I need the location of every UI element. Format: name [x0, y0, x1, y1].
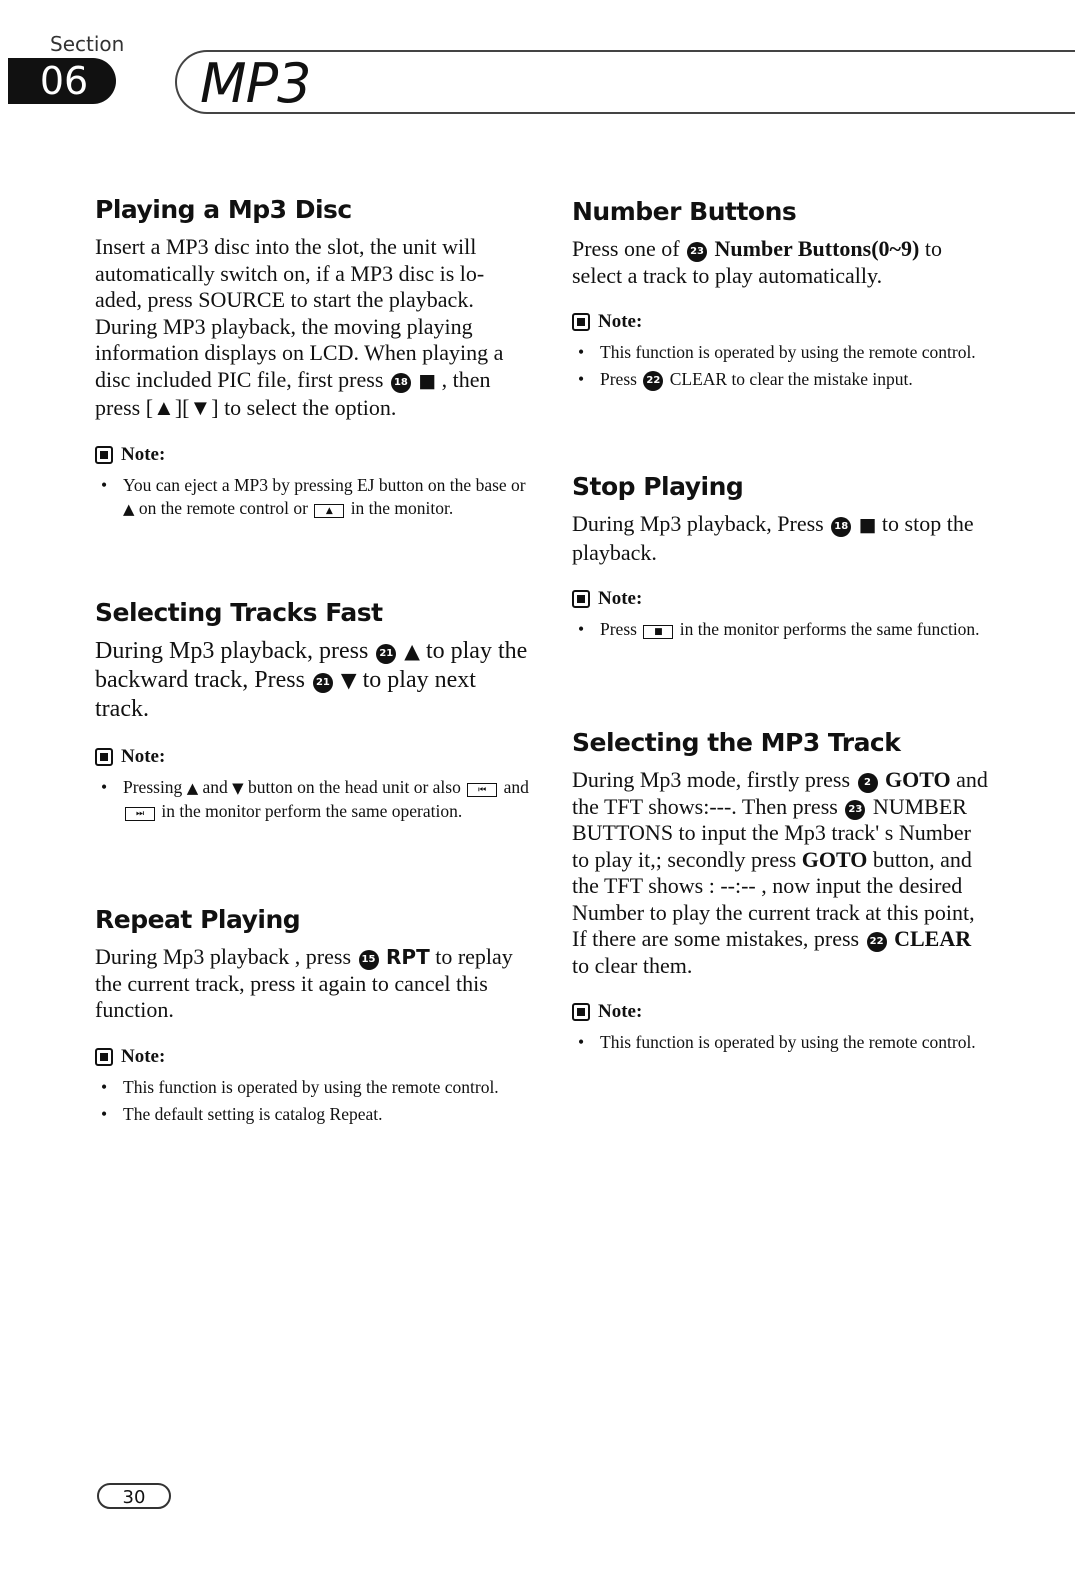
note-list	[572, 618, 992, 641]
stop-square-icon: ■	[858, 515, 877, 536]
monitor-stop-button-icon: ■	[643, 625, 673, 639]
heading-selecting-mp3-track: Selecting the MP3 Track	[572, 728, 901, 757]
note-item: • This function is operated by using the remote control.	[572, 341, 992, 364]
note-list	[95, 1076, 535, 1126]
up-arrow-icon: ▲	[404, 639, 420, 663]
monitor-eject-button-icon: ▲	[314, 504, 344, 518]
note-list	[95, 776, 535, 823]
note-heading: Note:	[95, 444, 535, 466]
note-heading: Note:	[572, 588, 992, 610]
section-playing-mp3-disc	[95, 195, 535, 525]
note-icon	[572, 590, 590, 608]
note-item: • Press 22 CLEAR to clear the mistake input.	[572, 368, 992, 391]
select-body: During Mp3 mode, firstly press 2 GOTO and the TFT shows:---. Then press 23 NUMBER BUTTONS to input the Mp3 track' s Number to play it,; secondly press GOTO button, and the TFT shows : --:-- , now input the desired Number to play the current track at this point, If there are some mistakes, press 22 CLEAR to clear them.	[572, 767, 988, 978]
note-heading: Note:	[572, 1001, 992, 1023]
note-item: • Pressing ▲ and ▼ button on the head unit or also ⏮ and ⏭ in the monitor perform the same operation.	[95, 776, 535, 823]
stop-square-icon: ■	[418, 370, 437, 392]
section-selecting-tracks-fast	[95, 598, 535, 827]
previous-track-button-icon: ⏮	[467, 783, 497, 797]
key-22-icon: 22	[643, 371, 663, 391]
eject-icon: ▲	[123, 499, 135, 518]
note-item: • This function is operated by using the remote control.	[95, 1076, 535, 1099]
section-stop-playing	[572, 472, 992, 645]
section-label: Section	[50, 32, 125, 56]
next-track-button-icon: ⏭	[125, 807, 155, 821]
key-21-icon: 21	[376, 644, 396, 664]
heading-number-buttons: Number Buttons	[572, 197, 797, 226]
rpt-label: RPT	[386, 945, 430, 969]
heading-selecting-tracks-fast: Selecting Tracks Fast	[95, 598, 383, 627]
note-list	[95, 474, 535, 521]
note-list	[572, 1031, 992, 1054]
note-icon	[95, 446, 113, 464]
chapter-title: MP3	[200, 52, 311, 115]
key-2-icon: 2	[858, 773, 878, 793]
note-item: • The default setting is catalog Repeat.	[95, 1103, 535, 1126]
heading-repeat-playing: Repeat Playing	[95, 905, 301, 934]
fast-body: During Mp3 playback, press 21 ▲ to play the backward track, Press 21 ▼ to play next track.	[95, 638, 528, 722]
page-number: 30	[97, 1483, 171, 1509]
heading-stop-playing: Stop Playing	[572, 472, 744, 501]
note-item: • You can eject a MP3 by pressing EJ button on the base or ▲ on the remote control or ▲ in the monitor.	[95, 474, 535, 521]
stop-body: During Mp3 playback, Press 18 ■ to stop the playback.	[572, 511, 974, 565]
heading-playing-mp3-disc: Playing a Mp3 Disc	[95, 195, 352, 224]
section-number-buttons	[572, 197, 992, 395]
note-list	[572, 341, 992, 391]
note-item: • This function is operated by using the remote control.	[572, 1031, 992, 1054]
up-arrow-icon: ▲	[186, 779, 199, 797]
section-selecting-mp3-track	[572, 728, 992, 1058]
down-arrow-icon: ▼	[340, 668, 357, 692]
key-15-icon: 15	[359, 950, 379, 970]
key-21-icon: 21	[313, 673, 333, 693]
note-heading: Note:	[572, 311, 992, 333]
note-icon	[95, 1048, 113, 1066]
repeat-body: During Mp3 playback , press 15 RPT to replay the current track, press it again to cancel this function.	[95, 944, 513, 1022]
key-23-icon: 23	[687, 242, 707, 262]
note-heading: Note:	[95, 746, 535, 768]
section-repeat-playing	[95, 905, 535, 1130]
note-item: • Press ■ in the monitor performs the same function.	[572, 618, 992, 641]
section-number-badge: 06	[8, 58, 116, 104]
number-body: Press one of 23 Number Buttons(0~9) to select a track to play automatically.	[572, 236, 942, 288]
key-22-icon: 22	[867, 932, 887, 952]
playing-body: Insert a MP3 disc into the slot, the unit will automatically switch on, if a MP3 disc is lo- aded, press SOURCE to start the playback. During MP3 playback, the moving playing information displays on LCD. When playing a disc included PIC file, first press 18 ■ , then press [▲][▼] to select the option.	[95, 234, 504, 420]
key-18-icon: 18	[831, 517, 851, 537]
note-icon	[572, 313, 590, 331]
note-icon	[95, 748, 113, 766]
key-23-icon: 23	[845, 800, 865, 820]
note-icon	[572, 1003, 590, 1021]
key-18-icon: 18	[391, 373, 411, 393]
down-arrow-icon: ▼	[232, 779, 244, 797]
note-heading: Note:	[95, 1046, 535, 1068]
